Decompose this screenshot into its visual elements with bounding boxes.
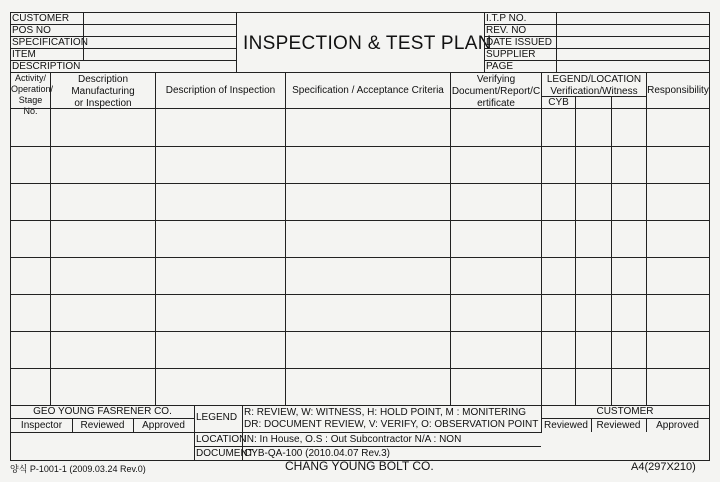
footer-reviewed: Reviewed (80, 420, 125, 431)
col-legend-location: LEGEND/LOCATION (546, 74, 642, 85)
company-name: CHANG YOUNG BOLT CO. (285, 459, 434, 473)
footer-company: GEO YOUNG FASRENER CO. (33, 406, 172, 417)
footer-customer: CUSTOMER (596, 406, 654, 417)
col-description-of-inspection: Description of Inspection (165, 85, 276, 96)
customer-reviewed-2: Reviewed (596, 420, 641, 431)
col-cyb: CYB (548, 97, 569, 108)
page-title: INSPECTION & TEST PLAN (243, 33, 492, 54)
paper-size: A4(297X210) (631, 461, 696, 473)
field-customer: CUSTOMER (12, 13, 70, 24)
field-pos-no: POS NO (12, 25, 51, 36)
field-page: PAGE (486, 61, 514, 72)
col-responsibility: Responsibility (647, 85, 709, 96)
document-label: DOCUMENT (196, 448, 254, 459)
col-manufacturing: Description Manufacturing or Inspection (71, 74, 135, 109)
footer-approved: Approved (142, 420, 185, 431)
legend-label: LEGEND (196, 412, 238, 423)
customer-reviewed-1: Reviewed (544, 420, 588, 431)
col-verification-witness: Verification/Witness (550, 86, 638, 97)
inspection-test-plan-form (10, 12, 710, 461)
field-specification: SPECIFICATION (12, 37, 88, 48)
legend-line-2: DR: DOCUMENT REVIEW, V: VERIFY, O: OBSERVATION POINT (244, 419, 539, 430)
footer-inspector: Inspector (20, 420, 63, 431)
customer-approved: Approved (656, 420, 699, 431)
location-label: LOCATION (196, 434, 247, 445)
field-date-issued: DATE ISSUED (486, 37, 552, 48)
col-verifying-document: Verifying Document/Report/C ertificate (451, 74, 541, 109)
document-text: CYB-QA-100 (2010.04.07 Rev.3) (244, 448, 391, 459)
location-text: IN: In House, O.S : Out Subcontractor N/A : NON (244, 434, 462, 445)
col-specification: Specification / Acceptance Criteria (292, 85, 444, 96)
field-supplier: SUPPLIER (486, 49, 536, 60)
form-number: 양식 P-1001-1 (2009.03.24 Rev.0) (10, 464, 146, 474)
field-description: DESCRIPTION (12, 61, 81, 72)
field-itp-no: I.T.P NO. (486, 13, 527, 24)
legend-line-1: R: REVIEW, W: WITNESS, H: HOLD POINT, M : MONITERING (244, 407, 527, 418)
field-rev-no: REV. NO (486, 25, 527, 36)
field-item: ITEM (12, 49, 36, 60)
col-activity: Activity/ Operation/ Stage No. (11, 73, 54, 116)
